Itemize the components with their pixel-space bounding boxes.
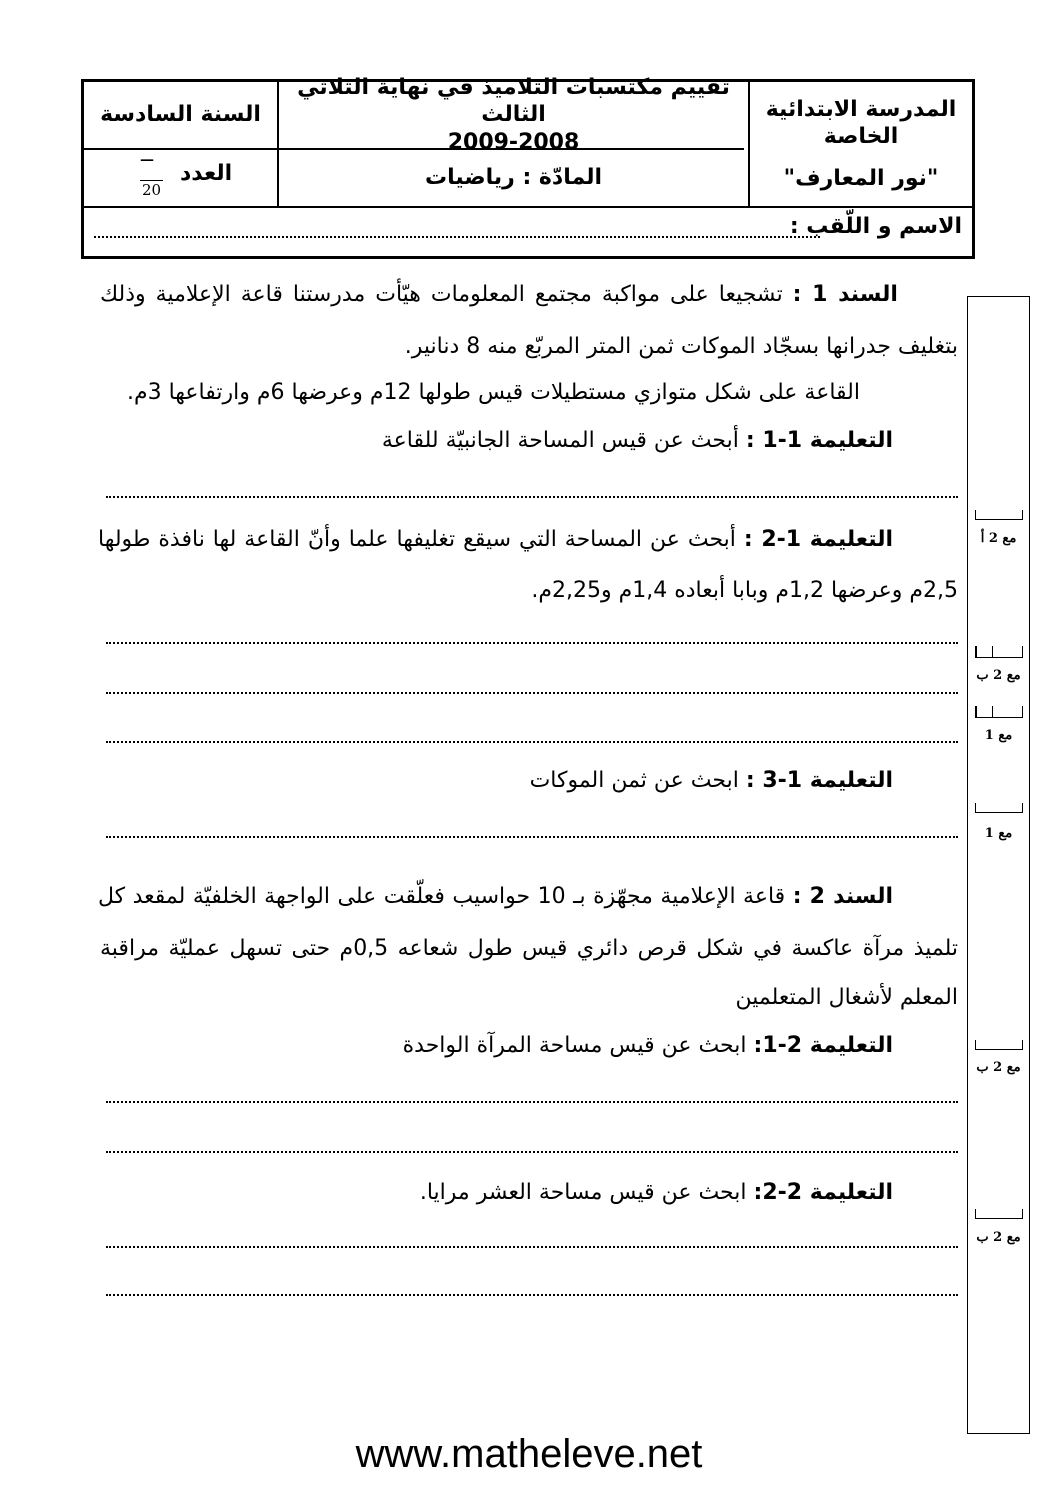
grade-box-triple[interactable]: [975, 706, 1023, 718]
section1-intro-line3: القاعة على شكل متوازي مستطيلات قيس طولها 12م وعرضها 6م وارتفاعها 3م.: [126, 380, 860, 405]
header-table: [81, 74, 975, 259]
exam-title: تقييم مكتسبات التلاميذ في نهاية الثلاثي الثالث: [297, 74, 730, 128]
question-2-2-label: التعليمة 2-2:: [753, 1180, 893, 1205]
question-1-3-text: ابحث عن ثمن الموكات: [529, 768, 739, 793]
section2-intro-line3: المعلم لأشغال المتعلمين: [735, 985, 958, 1010]
criterion-mark: مع 2 ب: [976, 668, 1021, 683]
score-line: —: [140, 152, 154, 168]
score-label: العدد: [180, 161, 233, 186]
question-2-2: [420, 1180, 893, 1205]
section2-intro-text1: قاعة الإعلامية مجهّزة بـ 10 حواسيب فعلّقت على الواجهة الخلفيّة لمقعد كل: [98, 884, 786, 909]
question-2-1-label: التعليمة 2-1:: [753, 1033, 893, 1058]
section2-label: السند 2 :: [792, 884, 893, 909]
grade-cell: [84, 82, 277, 148]
question-1-1-text: أبحث عن قيس المساحة الجانبيّة للقاعة: [381, 428, 739, 453]
answer-line[interactable]: [106, 830, 958, 838]
answer-line[interactable]: [106, 686, 958, 694]
score-denominator: 20: [142, 181, 162, 199]
subject-label: المادّة : رياضيات: [425, 165, 602, 191]
grade-label: السنة السادسة: [100, 102, 261, 128]
name-input-line[interactable]: [94, 216, 820, 238]
question-2-2-text: ابحث عن قيس مساحة العشر مرايا.: [419, 1180, 747, 1205]
question-2-1-text: ابحث عن قيس مساحة المرآة الواحدة: [402, 1033, 747, 1058]
exam-year: 2009-2008: [447, 129, 580, 155]
section2-intro-line1: [98, 884, 893, 909]
school-name: المدرسة الابتدائية الخاصة: [765, 96, 957, 150]
criterion-mark: مع 1: [984, 826, 1013, 841]
criterion-mark: مع 2 أ: [980, 531, 1017, 546]
subject-cell: [279, 150, 748, 206]
criterion-mark: مع 2 ب: [976, 1060, 1021, 1075]
answer-line[interactable]: [106, 735, 958, 743]
question-2-1: [403, 1033, 893, 1058]
header-divider: [84, 206, 972, 208]
question-1-2-label: التعليمة 1-2 :: [743, 527, 894, 552]
answer-line[interactable]: [106, 1240, 958, 1248]
section1-intro-line1: [100, 282, 898, 307]
grade-box-triple[interactable]: [975, 646, 1023, 658]
criterion-mark: مع 2 ب: [976, 1230, 1021, 1245]
score-cell: [84, 150, 277, 206]
grade-box[interactable]: [975, 1209, 1023, 1219]
exam-title-cell: [279, 74, 748, 155]
name-label: الاسم و اللّقب :: [789, 214, 962, 239]
section1-intro-text1: تشجيعا على مواكبة مجتمع المعلومات هيّأت مدرستنا قاعة الإعلامية وذلك: [100, 282, 783, 307]
grading-column: [967, 296, 1030, 1434]
question-1-2-text2: 2,5م وعرضها 1,2م وبابا أبعاده 1,4م و2,25م.: [531, 578, 958, 603]
section2-intro-line2: تلميذ مرآة عاكسة في شكل قرص دائري قيس طول شعاعه 0,5م حتى تسهل عمليّة مراقبة: [100, 936, 958, 961]
question-1-1: [382, 428, 893, 453]
question-1-3: [530, 768, 893, 793]
answer-line[interactable]: [106, 636, 958, 644]
question-1-2: [98, 527, 893, 552]
school-subtitle: "نور المعارف": [783, 165, 939, 191]
answer-line[interactable]: [106, 1145, 958, 1153]
question-1-2-text1: أبحث عن المساحة التي سيقع تغليفها علما وأنّ القاعة لها نافذة طولها: [98, 527, 736, 552]
grade-box[interactable]: [975, 1040, 1023, 1050]
criterion-mark: مع 1: [984, 728, 1013, 743]
grade-box[interactable]: [975, 803, 1023, 813]
question-1-1-label: التعليمة 1-1 :: [745, 428, 893, 453]
section1-intro-line2: بتغليف جدرانها بسجّاد الموكات ثمن المتر المربّع منه 8 دنانير.: [404, 334, 958, 359]
school-cell: [750, 82, 972, 206]
section1-label: السند 1 :: [792, 282, 898, 307]
grade-box[interactable]: [975, 510, 1023, 520]
footer-website[interactable]: www.matheleve.net: [355, 1432, 703, 1476]
answer-line[interactable]: [106, 490, 958, 498]
answer-line[interactable]: [106, 1288, 958, 1296]
answer-line[interactable]: [106, 1095, 958, 1103]
question-1-3-label: التعليمة 1-3 :: [745, 768, 893, 793]
